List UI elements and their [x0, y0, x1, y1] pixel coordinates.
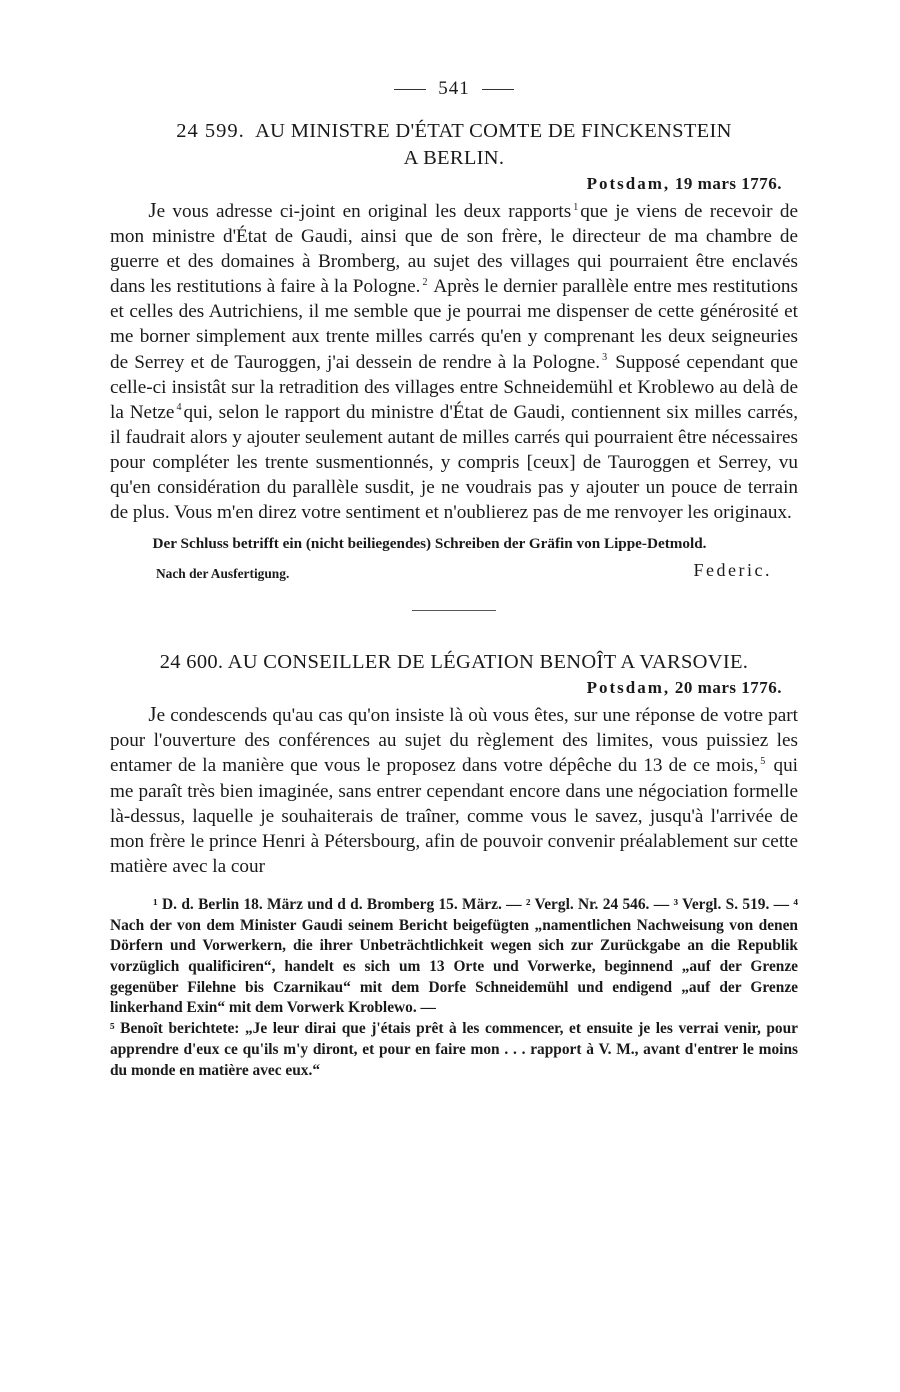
letter-1-title-line2: A BERLIN.	[403, 147, 505, 169]
folio-dash-left	[394, 89, 426, 90]
letter-1-text-e: qui, selon le rapport du ministre d'État de Gaudi, contiennent six milles carrés, il faudrait alors y ajouter seulement autant de milles carrés qui pourraient être nécessaires pour compléter les trente susmentionnés, y compris [ceux] de Tauroggen et Serrey, vu qu'en considération du parallèle susdit, je ne voudrais pas y ajouter un pouce de terrain de plus. Vous m'en direz votre sentiment et n'oublierez pas de me renvoyer les originaux.	[110, 401, 798, 524]
letter-1-number: 24 599.	[176, 120, 245, 142]
footnote-ref-2: 2	[422, 276, 428, 288]
document-page	[110, 78, 798, 1081]
footnote-ref-3: 3	[602, 352, 608, 364]
footnotes	[110, 895, 798, 1081]
footnote-block-1: ¹ D. d. Berlin 18. März und d d. Bromberg 15. März. — ² Vergl. Nr. 24 546. — ³ Vergl. S. 519. — ⁴ Nach der von dem Minister Gaudi seinem Bericht beigefügten „namentlichen Nachweisung von denen Dörfern und Vorwerkern, die ihrer Unbeträchtlichkeit wegen sich zur Zurückgabe an die Republik vorzüglich qualificiren“, handelt es sich um 13 Orte und Vorwerke, beginnend „auf der Grenze gegenüber Filehne bis Czarnikau“ mit dem Dorfe Schneidemühl und endigend „auf der Grenze linkerhand Exin“ mit dem Vorwerk Kroblewo. —	[110, 895, 798, 1017]
letter-2-heading	[110, 649, 798, 676]
letter-1-text-d: Supposé cependant que celle-ci insistât sur la retradition des villages entre Schneidemühl et Kroblewo au delà de la Netze	[110, 351, 799, 423]
letter-1-text-a: Je vous adresse ci-joint en original les deux rapports	[148, 198, 572, 222]
letter-1-place: Potsdam,	[586, 174, 671, 193]
letter-1-paragraph	[110, 198, 798, 525]
letter-2-number: 24 600.	[159, 651, 224, 674]
letter-1-dateline	[110, 174, 798, 194]
letter-1-body	[110, 198, 798, 525]
letter-1-text-b: que je viens de recevoir de mon ministre d'État de Gaudi, ainsi que de son frère, le directeur de ma chambre de guerre et des domaines à Bromberg, au sujet des villages qui pourraient être enclavés dans les restitutions à faire à la Pologne.	[110, 201, 798, 298]
footnote-ref-5: 5	[760, 756, 766, 768]
page-number-text: 541	[438, 78, 470, 99]
letter-2-body	[110, 702, 798, 879]
letter-2-place: Potsdam,	[586, 678, 671, 698]
letter-2-text-b: qui me paraît très bien imaginée, sans entrer cependant encore dans une négociation formelle là-dessus, laquelle je souhaiterais de traîner, comme vous le savez, jusqu'à l'arrivée de mon frère le prince Henri à Pétersbourg, afin de pouvoir convenir préalablement sur cette matière avec la cour	[110, 755, 799, 877]
folio-dash-right	[482, 89, 514, 90]
letter-1-date: 19 mars 1776.	[674, 174, 782, 193]
letter-1-text-c: Après le dernier parallèle entre mes restitutions et celles des Autrichiens, il me semble que je pourrai me dispenser de cette générosité et me borner simplement aux trente milles carrés qu'en y comprenant les deux seigneuries de Serrey et de Tauroggen, j'ai dessein de rendre à la Pologne.	[110, 276, 798, 373]
letter-1-heading	[110, 118, 798, 172]
page-number	[110, 78, 798, 100]
footnote-block-2: ⁵ Benoît berichtete: „Je leur dirai que j'étais prêt à les commencer, et ensuite je les verrai venir, pour apprendre d'eux ce qu'ils m'y diront, et pour en faire mon . . . rapport à V. M., avant d'entrer le moins du monde en matière avec eux.“	[110, 1020, 798, 1079]
footnote-ref-4: 4	[176, 402, 182, 414]
letter-1-source: Nach der Ausfertigung.	[156, 566, 290, 582]
letter-2-paragraph	[110, 702, 798, 879]
letter-1-signature: Federic.	[693, 560, 772, 581]
letter-2-text-a: Je condescends qu'au cas qu'on insiste là où vous êtes, sur une réponse de votre part pour l'ouverture des conférences au sujet du règlement des limites, vous puissiez les entamer de la manière que vous le proposez dans votre dépêche du 13 de ce mois,	[110, 702, 798, 777]
letter-2-title: AU CONSEILLER DE LÉGATION BENOÎT A VARSOVIE.	[227, 651, 749, 674]
letter-1-footer	[110, 560, 798, 586]
letter-2-date: 20 mars 1776.	[674, 678, 782, 698]
footnote-ref-1: 1	[573, 201, 579, 213]
letter-1-title-line1: AU MINISTRE D'ÉTAT COMTE DE FINCKENSTEIN	[255, 120, 732, 142]
section-separator	[412, 610, 496, 611]
letter-2-dateline	[110, 678, 798, 698]
letter-1-editorial-note: Der Schluss betrifft ein (nicht beiliegendes) Schreiben der Gräfin von Lippe-Detmold.	[152, 535, 707, 553]
